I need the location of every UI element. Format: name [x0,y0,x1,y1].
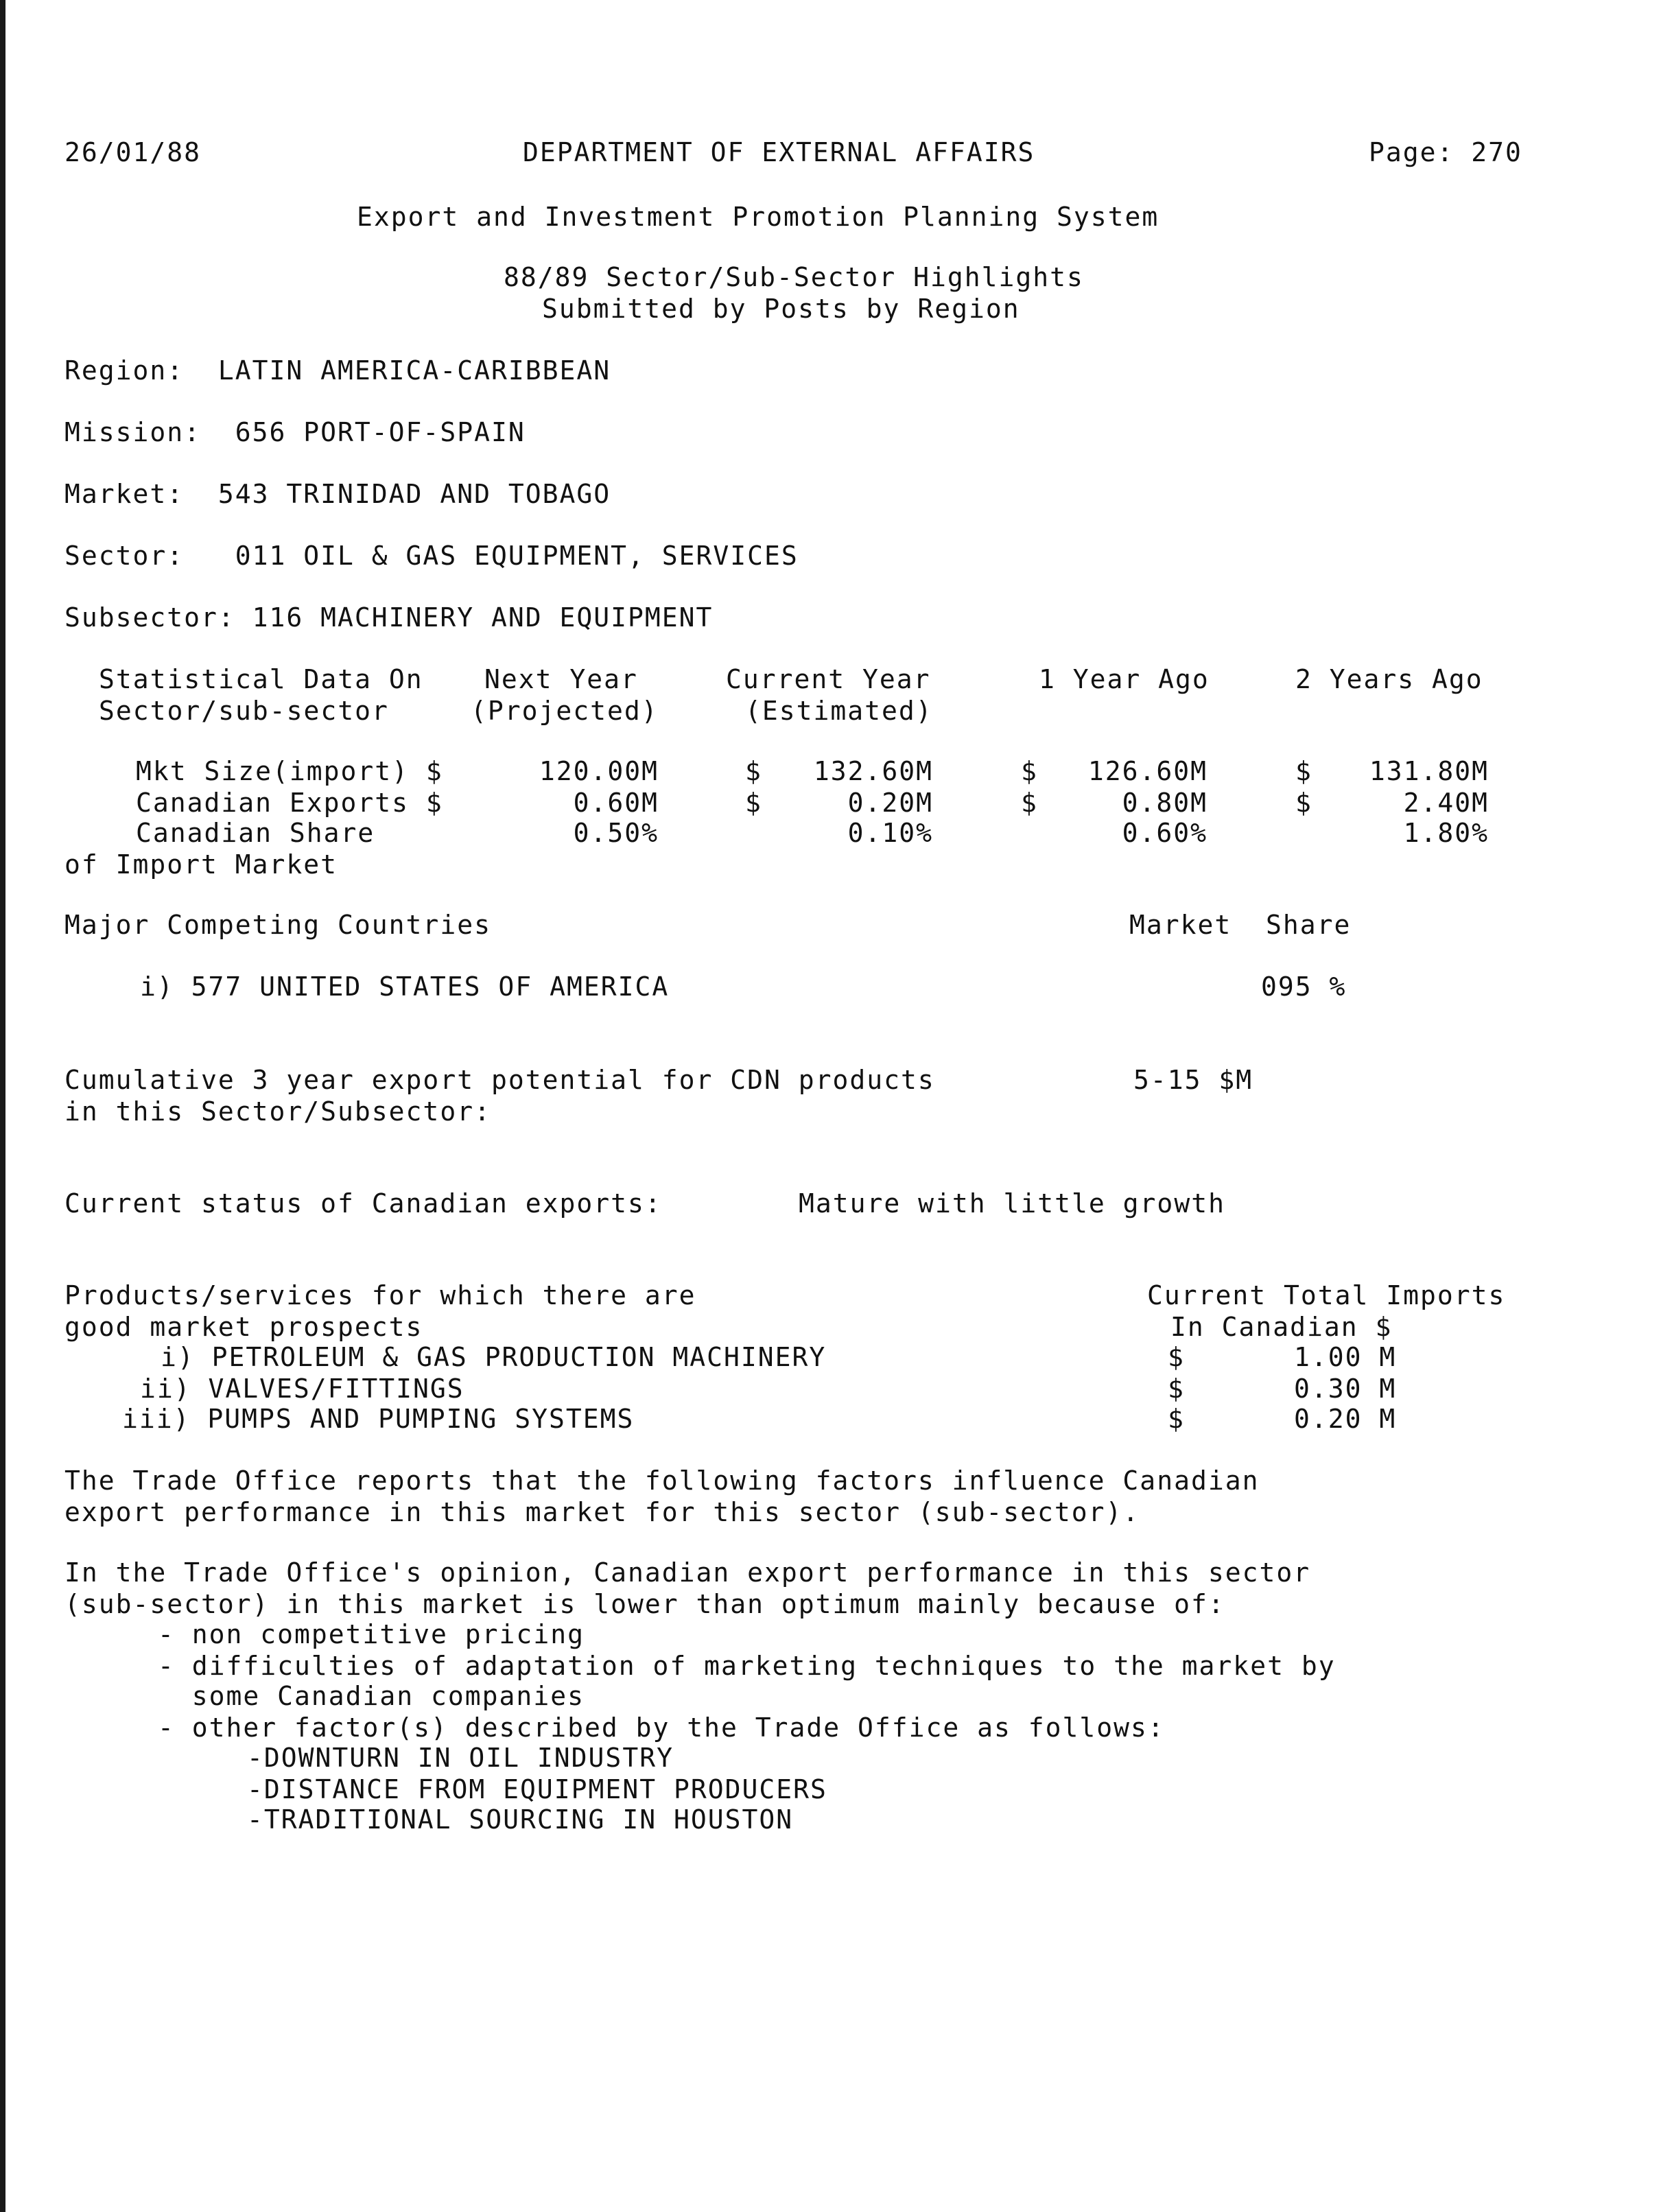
stat-next-value: 0.60M [573,788,659,818]
stat-two-years-ago-value: 1.80% [1403,818,1489,848]
factor-bullet: - other factor(s) described by the Trade Office as follows: [158,1713,1165,1743]
two-years-ago-heading: 2 Years Ago [1295,664,1483,694]
stat-current-value: 132.60M [813,756,933,786]
stat-current-value: 0.20M [847,788,933,818]
department-title: DEPARTMENT OF EXTERNAL AFFAIRS [523,137,1035,167]
subsector-line: Subsector: 116 MACHINERY AND EQUIPMENT [64,602,714,633]
product-currency: $ [1168,1374,1185,1404]
stat-row-label: Canadian Exports $ [136,788,443,818]
sector-line: Sector: 011 OIL & GAS EQUIPMENT, SERVICES [64,541,799,571]
stats-col0-heading: Statistical Data On [99,664,423,694]
page-number: Page: 270 [1369,137,1522,167]
stat-current-value: 0.10% [847,818,933,848]
stat-two-years-ago-value: 131.80M [1369,756,1489,786]
other-factor: -DISTANCE FROM EQUIPMENT PRODUCERS [247,1774,827,1804]
product-item: i) PETROLEUM & GAS PRODUCTION MACHINERY [161,1342,827,1372]
report-subtitle-2: Submitted by Posts by Region [542,294,1020,324]
factors-intro-2: export performance in this market for this sector (sub-sector). [64,1497,1140,1527]
other-factor: -TRADITIONAL SOURCING IN HOUSTON [247,1804,794,1835]
product-item: ii) VALVES/FITTINGS [140,1374,464,1404]
report-subtitle: 88/89 Sector/Sub-Sector Highlights [504,262,1084,292]
next-year-heading: Next Year [484,664,638,694]
stat-row-label: Mkt Size(import) $ [136,756,443,786]
stat-one-year-ago-value: 126.60M [1087,756,1208,786]
stat-currency: $ [1021,756,1038,786]
status-label: Current status of Canadian exports: [64,1188,662,1219]
system-title: Export and Investment Promotion Planning System [357,202,1159,232]
stat-currency: $ [1295,756,1312,786]
product-item: iii) PUMPS AND PUMPING SYSTEMS [122,1404,635,1434]
factor-bullet: - non competitive pricing [158,1619,585,1649]
stat-two-years-ago-value: 2.40M [1403,788,1489,818]
stat-one-year-ago-value: 0.60% [1122,818,1208,848]
stat-currency: $ [1295,788,1312,818]
product-import-value: 0.20 M [1294,1404,1397,1434]
one-year-ago-heading: 1 Year Ago [1039,664,1210,694]
stat-currency: $ [745,756,762,786]
stats-col0-heading-2: Sector/sub-sector [99,696,389,726]
potential-value: 5-15 $M [1133,1065,1253,1095]
market-line: Market: 543 TRINIDAD AND TOBAGO [64,479,611,509]
stat-row-label: Canadian Share [136,818,375,848]
mission-line: Mission: 656 PORT-OF-SPAIN [64,417,526,447]
current-year-heading: Current Year [726,664,931,694]
stat-currency: $ [1021,788,1038,818]
products-heading-2: good market prospects [64,1312,423,1342]
factors-intro: The Trade Office reports that the following factors influence Canadian [64,1466,1260,1496]
page-edge-shadow [0,0,5,2212]
imports-subheading: In Canadian $ [1170,1312,1393,1342]
factor-bullet-continued: some Canadian companies [158,1681,585,1711]
status-value: Mature with little growth [799,1188,1225,1219]
competitors-heading: Major Competing Countries [64,910,491,940]
product-import-value: 1.00 M [1294,1342,1397,1372]
product-import-value: 0.30 M [1294,1374,1397,1404]
competitor-share: 095 % [1261,972,1347,1002]
competitor-item: i) 577 UNITED STATES OF AMERICA [140,972,670,1002]
stat-currency: $ [745,788,762,818]
opinion-text: In the Trade Office's opinion, Canadian export performance in this sector [64,1557,1311,1588]
market-share-heading: Market Share [1129,910,1352,940]
stat-next-value: 0.50% [573,818,659,848]
potential-label-2: in this Sector/Subsector: [64,1096,491,1127]
current-year-subheading: (Estimated) [745,696,933,726]
product-currency: $ [1168,1342,1185,1372]
stat-one-year-ago-value: 0.80M [1122,788,1208,818]
other-factor: -DOWNTURN IN OIL INDUSTRY [247,1743,674,1773]
stat-next-value: 120.00M [539,756,659,786]
products-heading: Products/services for which there are [64,1280,696,1310]
region-line: Region: LATIN AMERICA-CARIBBEAN [64,355,611,386]
report-date: 26/01/88 [64,137,202,167]
imports-heading: Current Total Imports [1147,1280,1506,1310]
potential-label: Cumulative 3 year export potential for CDN products [64,1065,935,1095]
stat-row-label-continued: of Import Market [64,849,338,880]
factor-bullet: - difficulties of adaptation of marketing techniques to the market by [158,1651,1336,1681]
product-currency: $ [1168,1404,1185,1434]
opinion-text-2: (sub-sector) in this market is lower than optimum mainly because of: [64,1589,1225,1619]
next-year-subheading: (Projected) [471,696,659,726]
